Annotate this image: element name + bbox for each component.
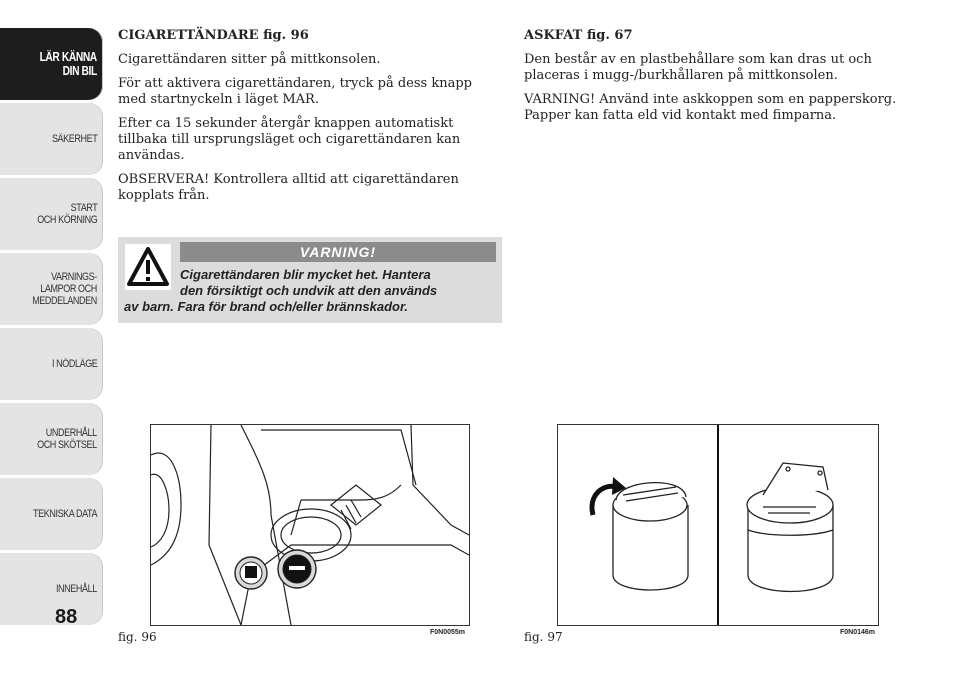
tab-varningslampor[interactable] <box>0 253 103 325</box>
figure-caption: fig. 97 <box>524 630 563 644</box>
figure-97-ashtray <box>557 424 879 626</box>
tab-label: INNEHÅLL <box>56 583 97 595</box>
tab-tekniska-data[interactable] <box>0 478 103 550</box>
ashtray-section <box>524 28 914 132</box>
warning-box <box>118 237 502 323</box>
paragraph: Efter ca 15 sekunder återgår knappen automatiskt tillbaka till ursprungsläget och cigarettändaren kan användas. <box>118 116 461 163</box>
tab-sakerhet[interactable] <box>0 103 103 175</box>
tab-label: SÄKERHET <box>51 133 97 145</box>
paragraph: VARNING! Använd inte askkoppen som en papperskorg. Papper kan fatta eld vid kontakt med fimparna. <box>524 92 897 123</box>
paragraph: För att aktivera cigarettändaren, tryck på dess knapp med startnyckeln i läget MAR. <box>118 76 472 107</box>
tab-i-nodlage[interactable] <box>0 328 103 400</box>
figure-code: F0N0146m <box>840 629 876 636</box>
warning-title: VARNING! <box>180 242 496 262</box>
ashtray-illustration <box>558 425 878 625</box>
cigarette-lighter-section <box>118 28 498 212</box>
warning-line: av barn. Fara för brand och/eller brännskador. <box>124 299 408 314</box>
figure-caption: fig. 96 <box>118 630 157 644</box>
tab-label: START OCH KÖRNING <box>36 202 97 226</box>
paragraph: OBSERVERA! Kontrollera alltid att cigarettändaren kopplats från. <box>118 172 459 203</box>
tab-label: VARNINGS- LAMPOR OCH MEDDELANDEN <box>32 271 97 307</box>
warning-text <box>124 267 496 315</box>
warning-line: Cigarettändaren blir mycket het. Hantera <box>180 267 431 282</box>
tab-label: LÄR KÄNNA DIN BIL <box>39 50 97 78</box>
tab-start-och-korning[interactable] <box>0 178 103 250</box>
figure-96-cigarette-lighter <box>150 424 470 626</box>
page-number: 88 <box>55 606 78 628</box>
dashboard-console-illustration <box>151 425 469 625</box>
paragraph: Den består av en plastbehållare som kan dras ut och placeras i mugg-/burkhållaren på mittkonsolen. <box>524 52 872 83</box>
tab-label: TEKNISKA DATA <box>32 508 97 520</box>
paragraph: Cigarettändaren sitter på mittkonsolen. <box>118 52 381 67</box>
tab-label: I NÖDLÄGE <box>51 358 97 370</box>
tab-label: UNDERHÅLL OCH SKÖTSEL <box>37 427 97 451</box>
section-heading: CIGARETTÄNDARE fig. 96 <box>118 28 309 43</box>
section-heading: ASKFAT fig. 67 <box>524 28 633 43</box>
tab-innehall[interactable] <box>0 553 103 625</box>
warning-line: den försiktigt och undvik att den används <box>180 283 438 298</box>
tab-lar-kanna-din-bil[interactable] <box>0 28 103 100</box>
tab-underhall-och-skotsel[interactable] <box>0 403 103 475</box>
figure-code: F0N0055m <box>430 629 466 636</box>
